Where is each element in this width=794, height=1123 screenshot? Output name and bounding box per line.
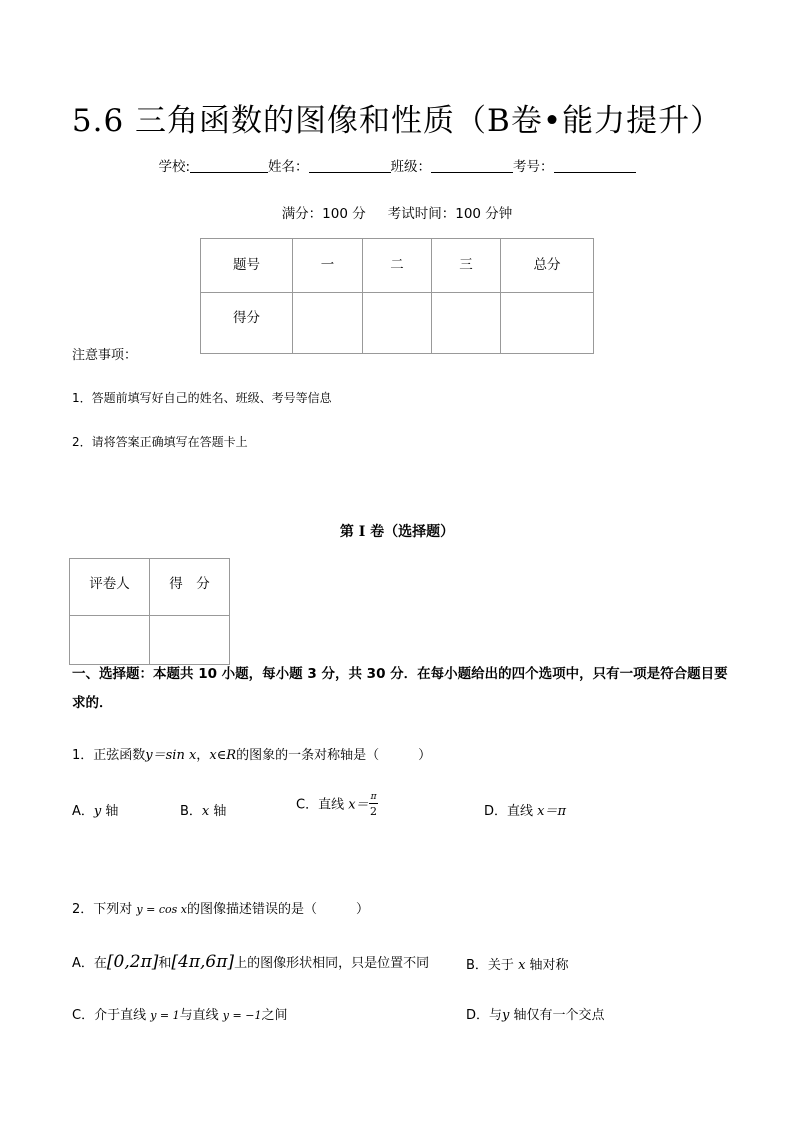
option-math: x＝π <box>537 804 567 819</box>
number-label: 考号： <box>513 159 554 175</box>
full-marks: 满分：100 分 <box>281 206 366 222</box>
part-one-heading: 一、选择题：本题共 10 小题，每小题 3 分，共 30 分．在每小题给出的四个选项中，只有一项是符合题目要求的． <box>72 666 728 711</box>
q1-comma: ， <box>196 748 210 763</box>
q2-option-d <box>466 1004 605 1023</box>
score-table-header: 题号 <box>201 239 293 293</box>
school-label: 学校: <box>158 159 191 175</box>
note-item: 2．请将答案正确填写在答题卡上 <box>72 435 248 449</box>
q2-suffix: 的图像描述错误的是（ ） <box>186 902 369 917</box>
section-title: 第 I 卷（选择题） <box>339 524 455 540</box>
option-text: 轴 <box>209 804 227 819</box>
score-table <box>200 238 594 354</box>
exam-score-info <box>0 202 794 222</box>
option-text: 上的图像形状相同，只是位置不同 <box>234 956 430 971</box>
option-label: B． <box>180 804 202 819</box>
score-table-header: 总分 <box>501 239 594 293</box>
question-1 <box>72 744 431 763</box>
notes-title: 注意事项： <box>72 348 138 363</box>
score-table-header-row <box>201 239 594 293</box>
grader-cell <box>70 616 150 665</box>
option-label: D．与 <box>466 1008 503 1023</box>
option-text: 之间 <box>261 1008 288 1023</box>
score-cell <box>501 293 594 354</box>
q1-option-c <box>296 793 378 817</box>
q1-prefix: 1．正弦函数 <box>72 748 146 763</box>
score-cell <box>363 293 432 354</box>
score-cell <box>432 293 501 354</box>
option-label: C．介于直线 <box>72 1008 151 1023</box>
fraction-numerator: π <box>370 792 377 802</box>
score-row-label: 得分 <box>201 293 293 354</box>
score-table-header: 一 <box>293 239 363 293</box>
fraction-denominator: 2 <box>370 805 378 818</box>
q1-domain: x∈R <box>209 748 237 763</box>
option-math: x <box>518 958 526 973</box>
interval-1: [0,2π] <box>106 952 159 972</box>
question-2 <box>72 898 369 917</box>
pi-over-2-fraction <box>369 793 379 817</box>
name-blank <box>309 158 391 173</box>
class-blank <box>431 158 513 173</box>
q2-equation: y = cos x <box>136 903 187 916</box>
student-info-line <box>0 155 794 175</box>
score-table-header: 二 <box>363 239 432 293</box>
q1-equation: y＝sin x <box>145 748 197 763</box>
option-math: y = 1 <box>150 1009 180 1022</box>
option-math: x＝ <box>348 797 369 813</box>
interval-2: [4π,6π] <box>171 952 235 972</box>
grader-cell <box>150 616 230 665</box>
q2-option-b <box>466 954 569 973</box>
grader-header: 评卷人 <box>70 559 150 616</box>
q2-option-c <box>72 1004 287 1023</box>
option-math: y <box>93 804 102 819</box>
option-text: 轴对称 <box>525 958 569 973</box>
option-math: y <box>502 1008 510 1023</box>
option-text: 与直线 <box>179 1008 223 1023</box>
option-text: 和 <box>158 956 172 971</box>
grader-header: 得 分 <box>150 559 230 616</box>
option-math: y = −1 <box>222 1009 262 1022</box>
option-text: 轴仅有一个交点 <box>509 1008 605 1023</box>
class-label: 班级： <box>390 159 432 175</box>
option-label: C．直线 <box>296 797 349 813</box>
exam-time: 考试时间：100 分钟 <box>387 206 513 222</box>
option-text: 轴 <box>101 804 119 819</box>
q1-option-a <box>72 800 118 819</box>
option-label: A． <box>72 804 94 819</box>
page-title: 5.6 三角函数的图像和性质（B卷•能力提升） <box>71 103 723 139</box>
score-table-header: 三 <box>432 239 501 293</box>
school-blank <box>190 158 268 173</box>
name-label: 姓名： <box>268 159 309 175</box>
option-math: x <box>201 804 210 819</box>
note-item: 1．答题前填写好自己的姓名、班级、考号等信息 <box>72 391 332 405</box>
q1-option-b <box>180 800 226 819</box>
number-blank <box>554 158 636 173</box>
option-label: D．直线 <box>484 804 538 819</box>
option-label: A．在 <box>72 956 107 971</box>
grader-table <box>69 558 230 665</box>
q2-prefix: 2．下列对 <box>72 902 137 917</box>
score-table-score-row <box>201 293 594 354</box>
q1-option-d <box>484 800 566 819</box>
q2-option-a <box>72 952 429 972</box>
option-label: B．关于 <box>466 958 519 973</box>
score-cell <box>293 293 363 354</box>
q1-suffix: 的图象的一条对称轴是（ ） <box>236 748 432 763</box>
